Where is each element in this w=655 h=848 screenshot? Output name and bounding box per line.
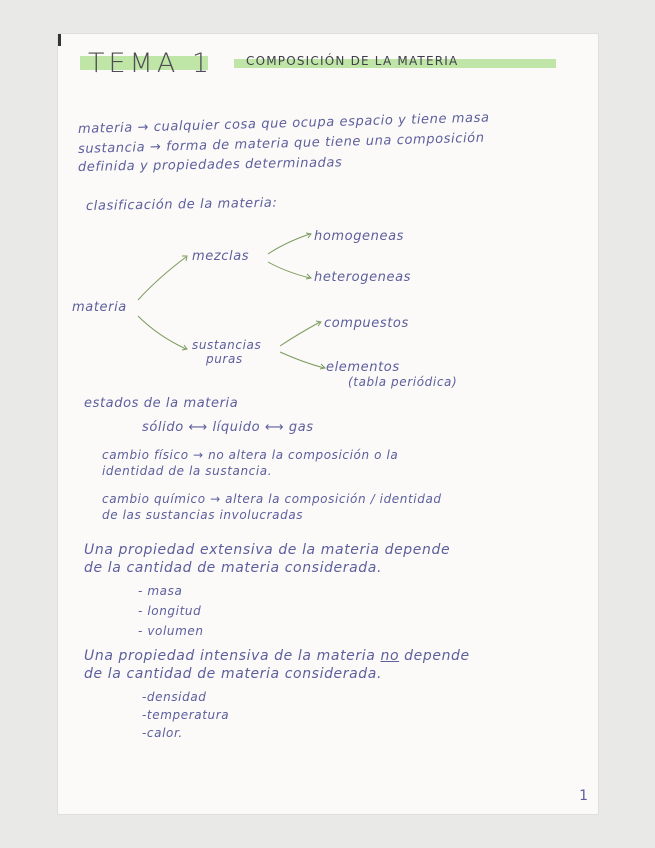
- diagram-homogeneas: homogeneas: [314, 229, 405, 244]
- diagram-puras: puras: [206, 352, 243, 366]
- intensive-l1-start: Una propiedad intensiva de la materia: [84, 648, 376, 664]
- definition-materia: materia → cualquier cosa que ocupa espacio y tiene masa: [77, 110, 490, 137]
- classification-heading: clasificación de la materia:: [85, 195, 278, 214]
- intensive-l1: [84, 648, 470, 664]
- extensive-item-longitud: - longitud: [138, 604, 202, 618]
- chemical-change-l1: cambio químico → altera la composición / identidad: [102, 492, 442, 506]
- extensive-l2: de la cantidad de materia considerada.: [84, 560, 383, 576]
- states-heading: estados de la materia: [84, 396, 239, 411]
- extensive-item-volumen: - volumen: [138, 624, 204, 638]
- diagram-tabla-periodica: (tabla periódica): [348, 375, 458, 389]
- classification-diagram: [58, 34, 598, 814]
- intensive-l1-no: no: [380, 648, 400, 664]
- states-line: sólido ⟷ líquido ⟷ gas: [142, 420, 314, 435]
- physical-change-l2: identidad de la sustancia.: [102, 464, 273, 478]
- notebook-page: [58, 34, 598, 814]
- page-title: TEMA 1: [88, 48, 214, 79]
- diagram-compuestos: compuestos: [324, 316, 409, 331]
- arrow-mezclas-heterogeneas: [268, 262, 310, 278]
- intensive-l1-end: depende: [404, 648, 470, 664]
- extensive-l1: Una propiedad extensiva de la materia depende: [84, 542, 451, 558]
- arrow-mezclas-homogeneas: [268, 234, 310, 254]
- definition-sustancia-cont: definida y propiedades determinadas: [77, 155, 343, 175]
- diagram-elementos: elementos: [326, 360, 400, 375]
- intensive-item-densidad: -densidad: [142, 690, 207, 704]
- diagram-root-materia: materia: [72, 300, 127, 315]
- page-subtitle: COMPOSICIÓN DE LA MATERIA: [246, 54, 459, 68]
- arrow-materia-sustancias: [138, 316, 186, 349]
- diagram-mezclas: mezclas: [192, 249, 250, 264]
- arrow-sustancias-elementos: [280, 352, 324, 368]
- physical-change-l1: cambio físico → no altera la composición o la: [102, 448, 399, 462]
- diagram-heterogeneas: heterogeneas: [314, 270, 412, 285]
- diagram-sustancias: sustancias: [192, 338, 262, 352]
- page-number: 1: [579, 788, 588, 804]
- chemical-change-l2: de las sustancias involucradas: [102, 508, 304, 522]
- arrow-materia-mezclas: [138, 257, 186, 300]
- arrow-sustancias-compuestos: [280, 322, 320, 346]
- intensive-item-temperatura: -temperatura: [142, 708, 230, 722]
- extensive-item-masa: - masa: [138, 584, 183, 598]
- intensive-item-calor: -calor.: [142, 726, 183, 740]
- intensive-l2: de la cantidad de materia considerada.: [84, 666, 383, 682]
- definition-sustancia: sustancia → forma de materia que tiene una composición: [77, 130, 485, 157]
